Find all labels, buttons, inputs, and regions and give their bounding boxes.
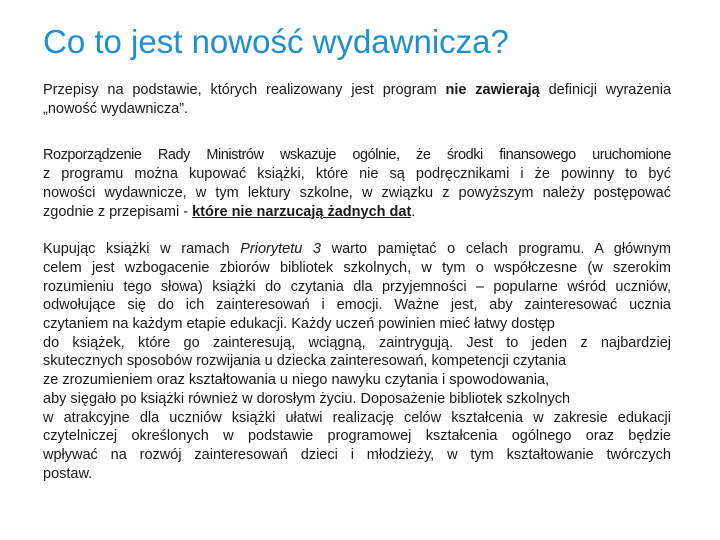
p3-priority-italic: Priorytetu 3 bbox=[240, 241, 321, 258]
p2-line-4-pre: zgodnie z przepisami - bbox=[43, 203, 193, 220]
paragraph-priority bbox=[43, 240, 671, 483]
p3-line-3: rozumieniu tego słowa) książki do czytania dla przyjemności – popularne wśród uczniów, bbox=[43, 278, 671, 295]
p2-line-3: nowości wydawnicze, w tym lektury szkolne, w związku z powyższym należy postępować bbox=[43, 184, 671, 201]
p3-line-5: czytaniem na każdym etapie edukacji. Każdy uczeń powinien mieć łatwy dostęp bbox=[43, 316, 555, 333]
p3-line-9: aby sięgało po książki również w dorosłym życiu. Doposażenie bibliotek szkolnych bbox=[43, 390, 571, 407]
p3-line-1 bbox=[43, 240, 671, 259]
p3-line-4: odwołujące się do ich zainteresowań i emocji. Ważne jest, aby zainteresować ucznia bbox=[43, 297, 671, 314]
p3-line-7: skutecznych sposobów rozwijania u dziecka zainteresowań, kompetencji czytania bbox=[43, 353, 567, 370]
slide-title: Co to jest nowość wydawnicza? bbox=[43, 23, 509, 60]
p1-text-post: definicji wyrażenia „nowość wydawnicza”. bbox=[43, 82, 672, 117]
p3-line-10: w atrakcyjne dla uczniów książki ułatwi realizację celów kształcenia w zakresie edukacji bbox=[43, 409, 671, 426]
paragraph-definition bbox=[43, 81, 671, 118]
p3-line-12: wpływać na rozwój zainteresowań dzieci i młodzieży, w tym kształtowanie twórczych bbox=[43, 446, 671, 463]
p1-text-pre: Przepisy na podstawie, których realizowany jest program bbox=[43, 82, 446, 98]
slide-body bbox=[43, 81, 671, 483]
p2-line-4 bbox=[43, 203, 671, 222]
p3-line-11: czytelniczej określonych w podstawie programowej kształcenia ogólnego oraz będzie bbox=[43, 428, 671, 445]
paragraph-regulation bbox=[43, 146, 671, 221]
p3-line-1-pre: Kupując książki w ramach bbox=[43, 241, 241, 258]
p3-line-8: ze zrozumieniem oraz kształtowania u niego nawyku czytania i spowodowania, bbox=[43, 372, 550, 389]
p2-emphasis: które nie narzucają żadnych dat bbox=[192, 203, 412, 220]
p3-line-6: do książek, które go zainteresują, wciągną, zaintrygują. Jest to jeden z najbardziej bbox=[43, 334, 671, 351]
p2-line-1: Rozporządzenie Rady Ministrów wskazuje ogólnie, że środki finansowego uruchomione bbox=[43, 147, 671, 164]
p1-bold-phrase: nie zawierają bbox=[445, 82, 540, 98]
p2-line-2: z programu można kupować książki, które nie są podręcznikami i że powinny to być bbox=[43, 166, 671, 183]
p3-line-2: celem jest wzbogacenie zbiorów bibliotek szkolnych, w tym o współczesne (w szerokim bbox=[43, 259, 671, 276]
p2-line-4-post: . bbox=[411, 203, 416, 220]
p3-line-1-post: warto pamiętać o celach programu. A głównym bbox=[320, 241, 672, 258]
p3-line-13: postaw. bbox=[43, 465, 93, 482]
